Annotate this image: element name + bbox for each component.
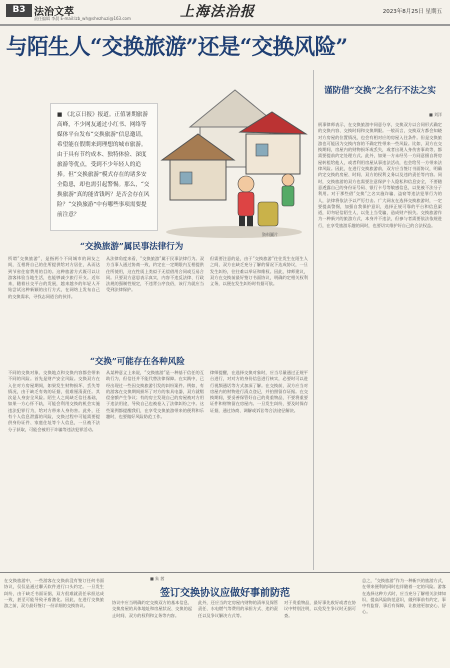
sidebar-author: ■ 刘洋: [428, 112, 442, 117]
bottom-body-column: 此外，还应当约定房屋内财物的清单及保管责任、水电燃气等费用的承担方式、违约责任以及争议解决方式等。: [198, 600, 278, 618]
body-column: 但需要注意的是，由于“交换旅游”往往发生在陌生人之间，双方在缺乏充分了解的情况下达成协议，一旦发生纠纷，往往难以举证和维权。因此，律师建议，双方在交换前最好签订书面协议，明确约定相关权利义务，以便在发生纠纷时有据可依。: [210, 256, 308, 287]
bottom-article-author: ■ 朱 茜: [150, 576, 165, 581]
sidebar-article-body: 刑事律师表示，在交换旅游中同意分享，交换双方以合同形式确定的交换内容、交换时间和交换期限。一般而言，交换双方都会知晓对方房屋的位置情况，也会有相对应的房屋入住条件。但是交换旅游也可能因为交换内容的不确定性带来一些风险。比如，双方在交换期间，房屋内的财物损坏或丢失，或者出现人身伤害事故等，都需要提前约定处理方式。此外，如果一方未经另一方同意擅自将房屋转租给他人，或者利用房屋从事违法活动，也会给另一方带来法律风险。因此，在进行交换旅游前，双方应当签订书面协议，明确约定交换的房屋、时间、双方的权利义务以及违约责任等内容。同时，交换旅游的双方也需要注意保护个人隐私和信息安全，不要随意透露自己的身份证号码、银行卡号等敏感信息，以免被不法分子利用。对于那些借“交换”之名实施诈骗、盗窃等违法犯罪行为的人，法律将依法予以严厉打击。广大网友在选择交换旅游时，一定要提高警惕，加强自我保护意识，选择正规可靠的平台和信息渠道，切勿轻信陌生人，以免上当受骗，造成财产损失。交换旅游作为一种新兴的旅游方式，本身并不违法，但参与者需要依法依规进行，在享受旅游乐趣的同时，也要切实维护好自己的合法权益。: [318, 122, 442, 228]
bottom-body-column: 对于贵重物品，最好事先收好或者在协议中特别注明，以免发生争议时无据可查。: [284, 600, 356, 618]
body-column: 从法律角度来看，“交换旅游”属于民事法律行为。双方当事人通过协商一致，约定在一定期限内互相提供住所使用，这在性质上类似于无偿借用合同或互易合同。只要双方意思表示真实，内容不违反法律、行政法规的强制性规定，不违背公序良俗，该行为就应当受到法律保护。: [106, 256, 204, 293]
bottom-body-column: 协议中应当明确约定交换双方的基本信息、交换房屋的具体地址和房屋状况、交换的起止时间、双方的权利和义务等内容。: [112, 600, 192, 618]
article-title: 与陌生人“交换旅游”还是“交换风险”: [6, 35, 348, 60]
body-column: 所谓“交换旅游”，是指两个不同城市的网友之间，互相将自己的住所提供给对方居住，从而达到节省住宿费用的目的。这种旅游方式既可以让游客体验当地生活，也能够减少旅行开支。近年来，随着社交平台的发展，越来越多的年轻人开始尝试这种新颖的出行方式，在网络上发布自己的交换需求，寻找志同道合的伙伴。: [8, 256, 100, 299]
image-credit: 資料圖片: [262, 232, 278, 237]
newspaper-logo: 上海法治报: [180, 4, 255, 20]
subheading: “交换旅游”属民事法律行为: [80, 242, 184, 252]
column-divider: [313, 70, 314, 570]
illustration-image: [160, 72, 308, 242]
lead-summary: ■ 《北京日报》报道。正值暑期旅游高峰，不少网友通过小红书、网络等媒体平台发布“交换旅游”信息邀请，希望能在假期来到理想的城市旅游。由于具有节约成本、独特体验、深度旅游等优点，受到不少年轻人的追捧。但“交换旅游”模式存在的诸多安全隐患，却也需引起警惕。那么，“交换旅游”真的能省钱吗？是否会存在风险？“交换旅游”中有哪些事项需要提前注意？: [50, 103, 158, 231]
page-number-badge: B3: [6, 4, 32, 17]
subheading: “交换”可能存在各种风险: [90, 357, 185, 367]
bottom-body-column: 总之，“交换旅游”作为一种新兴的旅游方式，在带来便利的同时也伴随着一定的风险。游客在选择这种方式时，应当充分了解相关法律知识，提高风险防范意识，做到事前有约定、事中有监督、事后有保障，让旅途更加安心、舒心。: [362, 578, 446, 615]
body-column: 不同的交换对象、交换地点和交换内容都会带来不同的风险。首先是财产安全风险。交换双方在入住对方房屋期间，如果发生财物损坏、丢失等情况，由于缺乏有效的证据，很难厘清责任。其次是人身安全风险。陌生人之间缺乏信任基础，如果一方心怀不轨，可能会利用交换的机会实施违法犯罪行为，给对方带来人身伤害。此外，还有个人信息泄露的风险，交换过程中可能需要提供身份证件、家庭住址等个人信息，一旦被不法分子获取，可能会被用于诈骗等违法犯罪活动。: [8, 370, 100, 432]
body-column: 律师提醒，在选择交换对象时，应当尽量通过正规平台进行，对对方的身份信息进行核实，必要时可以进行视频通话等方式加深了解。在交换前，双方应当对房屋内的财物进行清点登记，并拍照留存证据。在交换期间，要妥善保管好自己的贵重物品，不要将重要证件和财物留在房屋内。一旦发生纠纷，要及时保存证据，通过协商、调解或诉讼等合法途径解决。: [210, 370, 308, 413]
issue-date: 2023年8月25日 星期五: [382, 9, 442, 15]
section-name: 法治文萃: [34, 7, 74, 18]
body-column: 从某种意义上来说，“交换旅游”是一种基于信任的互助行为，但信任并不能代替法律保障。在实践中，已经出现过一些因交换旅游引发的纠纷案件。例如，有的游客在交换期间损坏了对方的家具电器，双方就赔偿金额产生争议；有的房主发现自己的房屋被对方用于违法用途，导致自己也被卷入了法律纠纷之中。这些案例都提醒我们，在享受交换旅游带来的便利和乐趣时，也要做好风险防范工作。: [106, 370, 204, 420]
sidebar-article-title: 谨防借“交换”之名行不法之实: [324, 86, 436, 96]
bottom-article-title: 签订交换协议应做好事前防范: [160, 588, 290, 599]
header-rule: [0, 24, 450, 26]
bottom-body-column: 在交换旅游中，一些游客在交换前没有签订任何书面协议，仅仅是通过聊天软件进行口头约定。一旦发生纠纷，由于缺乏书面证据，双方很难就责任承担达成一致，甚至可能导致矛盾激化。因此，在进行交换旅游之前，双方最好签订一份详细的交换协议。: [4, 578, 104, 609]
editor-line: 责任编辑 李晨 E-mail:lzb_wh@shezhuzi@163.com: [34, 16, 131, 21]
